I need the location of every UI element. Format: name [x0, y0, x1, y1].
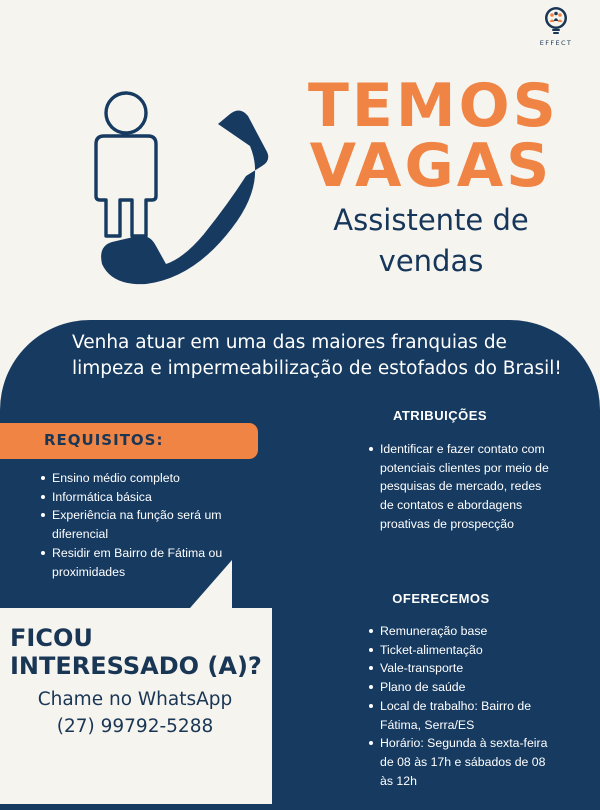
list-item: Experiência na função será um diferencial: [38, 506, 260, 543]
headline: [308, 71, 559, 278]
list-item: Residir em Bairro de Fátima ou proximidades: [38, 544, 260, 581]
logo-text: EFFECT: [539, 39, 573, 47]
intro-line-1: Venha atuar em uma das maiores franquias de: [72, 332, 507, 353]
list-item: Horário: Segunda à sexta-feira de 08 às 17h e sábados de 08 às 12h: [366, 734, 556, 790]
attributions-title: ATRIBUIÇÕES: [392, 408, 488, 423]
phone-number: (27) 99792-5288: [56, 716, 214, 737]
position-title-line-1: Assistente de: [333, 203, 529, 237]
effect-logo: [538, 6, 574, 47]
list-item: Plano de saúde: [366, 678, 556, 697]
requirements-title: REQUISITOS:: [44, 431, 164, 449]
cta-title-line-1: FICOU: [10, 624, 93, 652]
headline-line-1: TEMOS: [308, 71, 559, 141]
intro-line-2: limpeza e impermeabilização de estofados do Brasil!: [72, 358, 562, 379]
person-icon: [96, 93, 156, 236]
cta-title-line-2: INTERESSADO (A)?: [10, 652, 262, 680]
lightbulb-people-icon: [543, 6, 569, 36]
list-item: Ticket-alimentação: [366, 641, 556, 660]
contact-callout: [10, 624, 272, 740]
whatsapp-label: Chame no WhatsApp: [37, 689, 233, 710]
hero-illustration: [80, 88, 280, 303]
position-title-line-2: vendas: [378, 244, 484, 278]
list-item: Remuneração base: [366, 622, 556, 641]
attributions-list: [366, 440, 556, 534]
intro-text: [72, 330, 572, 382]
offers-list: [366, 622, 556, 790]
headline-line-2: VAGAS: [309, 131, 553, 201]
list-item: Ensino médio completo: [38, 469, 260, 488]
list-item: Vale-transporte: [366, 659, 556, 678]
list-item: Informática básica: [38, 488, 260, 507]
list-item: Identificar e fazer contato com potenciais clientes por meio de pesquisas de mercado, redes de contatos e abordagens proativas de prospecção: [366, 440, 556, 534]
list-item: Local de trabalho: Bairro de Fátima, Serra/ES: [366, 697, 556, 734]
offers-title: OFERECEMOS: [392, 591, 490, 606]
